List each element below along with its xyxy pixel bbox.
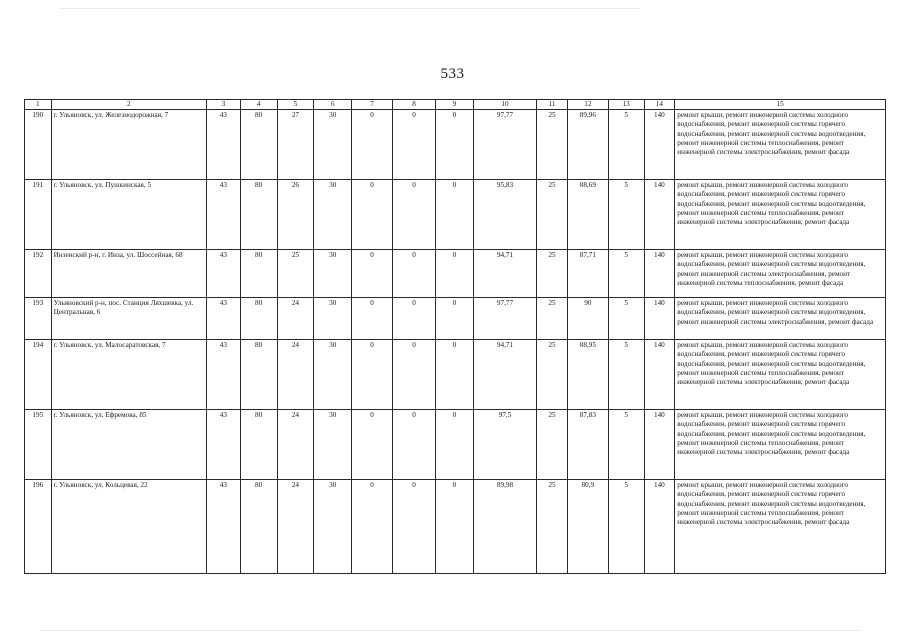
cell-col-5: 27: [277, 110, 314, 180]
cell-col-7: 0: [352, 250, 393, 298]
page-number: 533: [440, 66, 465, 82]
address-cell: г. Ульяновск, ул. Кольцевая, 22: [51, 480, 206, 574]
column-header-12: 12: [567, 100, 608, 110]
cell-col-3: 43: [207, 180, 241, 250]
cell-col-8: 0: [393, 250, 436, 298]
table-row: [25, 180, 886, 250]
column-header-3: 3: [207, 100, 241, 110]
scan-artifact-bottom: [40, 630, 860, 631]
cell-col-10: 94,71: [473, 250, 536, 298]
column-header-9: 9: [435, 100, 473, 110]
cell-col-7: 0: [352, 410, 393, 480]
address-cell: Ульяновский р-н, пос. Станция Ляхшевка, ул. Центральная, 6: [51, 298, 206, 340]
cell-col-14: 140: [644, 250, 675, 298]
cell-col-4: 80: [240, 480, 277, 574]
table-body: [25, 110, 886, 574]
cell-col-12: 87,71: [567, 250, 608, 298]
cell-col-10: 89,98: [473, 480, 536, 574]
row-number-cell: 193: [25, 298, 52, 340]
cell-col-3: 43: [207, 410, 241, 480]
cell-col-6: 30: [314, 480, 352, 574]
cell-col-12: 88,69: [567, 180, 608, 250]
cell-col-6: 30: [314, 298, 352, 340]
cell-col-6: 30: [314, 180, 352, 250]
cell-col-9: 0: [435, 480, 473, 574]
cell-col-5: 26: [277, 180, 314, 250]
table-row: [25, 480, 886, 574]
column-header-1: 1: [25, 100, 52, 110]
cell-col-3: 43: [207, 298, 241, 340]
cell-col-3: 43: [207, 480, 241, 574]
cell-col-13: 5: [608, 110, 644, 180]
cell-col-4: 80: [240, 110, 277, 180]
column-header-10: 10: [473, 100, 536, 110]
cell-col-8: 0: [393, 180, 436, 250]
cell-col-9: 0: [435, 180, 473, 250]
cell-col-6: 30: [314, 410, 352, 480]
repair-works-cell: ремонт крыши, ремонт инженерной системы холодного водоснабжения, ремонт инженерной системы горячего водоснабжения, ремонт инженерной системы водоотведения, ремонт инженерной системы теплоснабжения, ремонт инженерной системы электроснабжения, ремонт фасада: [675, 180, 886, 250]
cell-col-10: 97,77: [473, 298, 536, 340]
cell-col-11: 25: [537, 298, 568, 340]
cell-col-8: 0: [393, 298, 436, 340]
repair-works-cell: ремонт крыши, ремонт инженерной системы холодного водоснабжения, ремонт инженерной системы горячего водоснабжения, ремонт инженерной системы водоотведения, ремонт инженерной системы теплоснабжения, ремонт инженерной системы электроснабжения, ремонт фасада: [675, 480, 886, 574]
repair-works-cell: ремонт крыши, ремонт инженерной системы холодного водоснабжения, ремонт инженерной системы горячего водоснабжения, ремонт инженерной системы водоотведения, ремонт инженерной системы теплоснабжения, ремонт инженерной системы электроснабжения, ремонт фасада: [675, 340, 886, 410]
cell-col-3: 43: [207, 340, 241, 410]
cell-col-9: 0: [435, 298, 473, 340]
cell-col-6: 30: [314, 340, 352, 410]
row-number-cell: 190: [25, 110, 52, 180]
row-number-cell: 192: [25, 250, 52, 298]
cell-col-10: 97,5: [473, 410, 536, 480]
cell-col-11: 25: [537, 410, 568, 480]
cell-col-14: 140: [644, 480, 675, 574]
repair-works-cell: ремонт крыши, ремонт инженерной системы холодного водоснабжения, ремонт инженерной системы водоотведения, ремонт инженерной системы электроснабжения, ремонт инженерной системы теплоснабжения, ремонт фасада: [675, 250, 886, 298]
row-number-cell: 196: [25, 480, 52, 574]
cell-col-10: 94,71: [473, 340, 536, 410]
cell-col-14: 140: [644, 340, 675, 410]
cell-col-11: 25: [537, 110, 568, 180]
cell-col-13: 5: [608, 298, 644, 340]
row-number-cell: 191: [25, 180, 52, 250]
cell-col-13: 5: [608, 180, 644, 250]
table-row: [25, 110, 886, 180]
cell-col-8: 0: [393, 110, 436, 180]
column-header-5: 5: [277, 100, 314, 110]
column-header-7: 7: [352, 100, 393, 110]
column-header-4: 4: [240, 100, 277, 110]
cell-col-11: 25: [537, 180, 568, 250]
cell-col-13: 5: [608, 410, 644, 480]
cell-col-4: 80: [240, 180, 277, 250]
cell-col-7: 0: [352, 110, 393, 180]
cell-col-13: 5: [608, 340, 644, 410]
address-cell: г. Ульяновск, ул. Ефремова, 85: [51, 410, 206, 480]
column-header-11: 11: [537, 100, 568, 110]
cell-col-5: 24: [277, 410, 314, 480]
repair-works-cell: ремонт крыши, ремонт инженерной системы холодного водоснабжения, ремонт инженерной системы горячего водоснабжения, ремонт инженерной системы водоотведения, ремонт инженерной системы теплоснабжения, ремонт инженерной системы электроснабжения, ремонт фасада: [675, 410, 886, 480]
cell-col-7: 0: [352, 480, 393, 574]
table-row: [25, 298, 886, 340]
cell-col-9: 0: [435, 340, 473, 410]
cell-col-5: 24: [277, 298, 314, 340]
repair-works-cell: ремонт крыши, ремонт инженерной системы холодного водоснабжения, ремонт инженерной системы водоотведения, ремонт инженерной системы электроснабжения, ремонт фасада: [675, 298, 886, 340]
cell-col-7: 0: [352, 180, 393, 250]
cell-col-7: 0: [352, 298, 393, 340]
cell-col-12: 87,83: [567, 410, 608, 480]
cell-col-12: 90: [567, 298, 608, 340]
cell-col-11: 25: [537, 250, 568, 298]
table-row: [25, 250, 886, 298]
cell-col-12: 80,9: [567, 480, 608, 574]
address-cell: г. Ульяновск, ул. Малосаратовская, 7: [51, 340, 206, 410]
cell-col-4: 80: [240, 410, 277, 480]
cell-col-9: 0: [435, 250, 473, 298]
cell-col-12: 88,95: [567, 340, 608, 410]
cell-col-8: 0: [393, 410, 436, 480]
header-row: [25, 100, 886, 110]
cell-col-8: 0: [393, 480, 436, 574]
repair-works-cell: ремонт крыши, ремонт инженерной системы холодного водоснабжения, ремонт инженерной системы горячего водоснабжения, ремонт инженерной системы водоотведения, ремонт инженерной системы теплоснабжения, ремонт инженерной системы электроснабжения, ремонт фасада: [675, 110, 886, 180]
scan-artifact-top: [60, 8, 640, 9]
row-number-cell: 194: [25, 340, 52, 410]
cell-col-9: 0: [435, 410, 473, 480]
cell-col-10: 97,77: [473, 110, 536, 180]
cell-col-14: 140: [644, 298, 675, 340]
column-header-14: 14: [644, 100, 675, 110]
cell-col-14: 140: [644, 410, 675, 480]
cell-col-5: 24: [277, 340, 314, 410]
cell-col-4: 80: [240, 250, 277, 298]
repair-program-table: [24, 99, 886, 574]
address-cell: Инзенский р-н, г. Инза, ул. Шоссейная, 68: [51, 250, 206, 298]
cell-col-5: 24: [277, 480, 314, 574]
cell-col-4: 80: [240, 298, 277, 340]
cell-col-6: 30: [314, 250, 352, 298]
cell-col-13: 5: [608, 250, 644, 298]
table-row: [25, 410, 886, 480]
cell-col-6: 30: [314, 110, 352, 180]
column-header-6: 6: [314, 100, 352, 110]
cell-col-3: 43: [207, 250, 241, 298]
column-header-2: 2: [51, 100, 206, 110]
cell-col-10: 95,83: [473, 180, 536, 250]
column-header-15: 15: [675, 100, 886, 110]
cell-col-8: 0: [393, 340, 436, 410]
cell-col-9: 0: [435, 110, 473, 180]
column-header-8: 8: [393, 100, 436, 110]
cell-col-13: 5: [608, 480, 644, 574]
table-row: [25, 340, 886, 410]
address-cell: г. Ульяновск, ул. Пушкинская, 5: [51, 180, 206, 250]
address-cell: г. Ульяновск, ул. Железнодорожная, 7: [51, 110, 206, 180]
cell-col-12: 89,96: [567, 110, 608, 180]
cell-col-4: 80: [240, 340, 277, 410]
cell-col-11: 25: [537, 480, 568, 574]
row-number-cell: 195: [25, 410, 52, 480]
cell-col-11: 25: [537, 340, 568, 410]
cell-col-3: 43: [207, 110, 241, 180]
cell-col-7: 0: [352, 340, 393, 410]
cell-col-14: 140: [644, 180, 675, 250]
column-header-13: 13: [608, 100, 644, 110]
cell-col-14: 140: [644, 110, 675, 180]
cell-col-5: 25: [277, 250, 314, 298]
